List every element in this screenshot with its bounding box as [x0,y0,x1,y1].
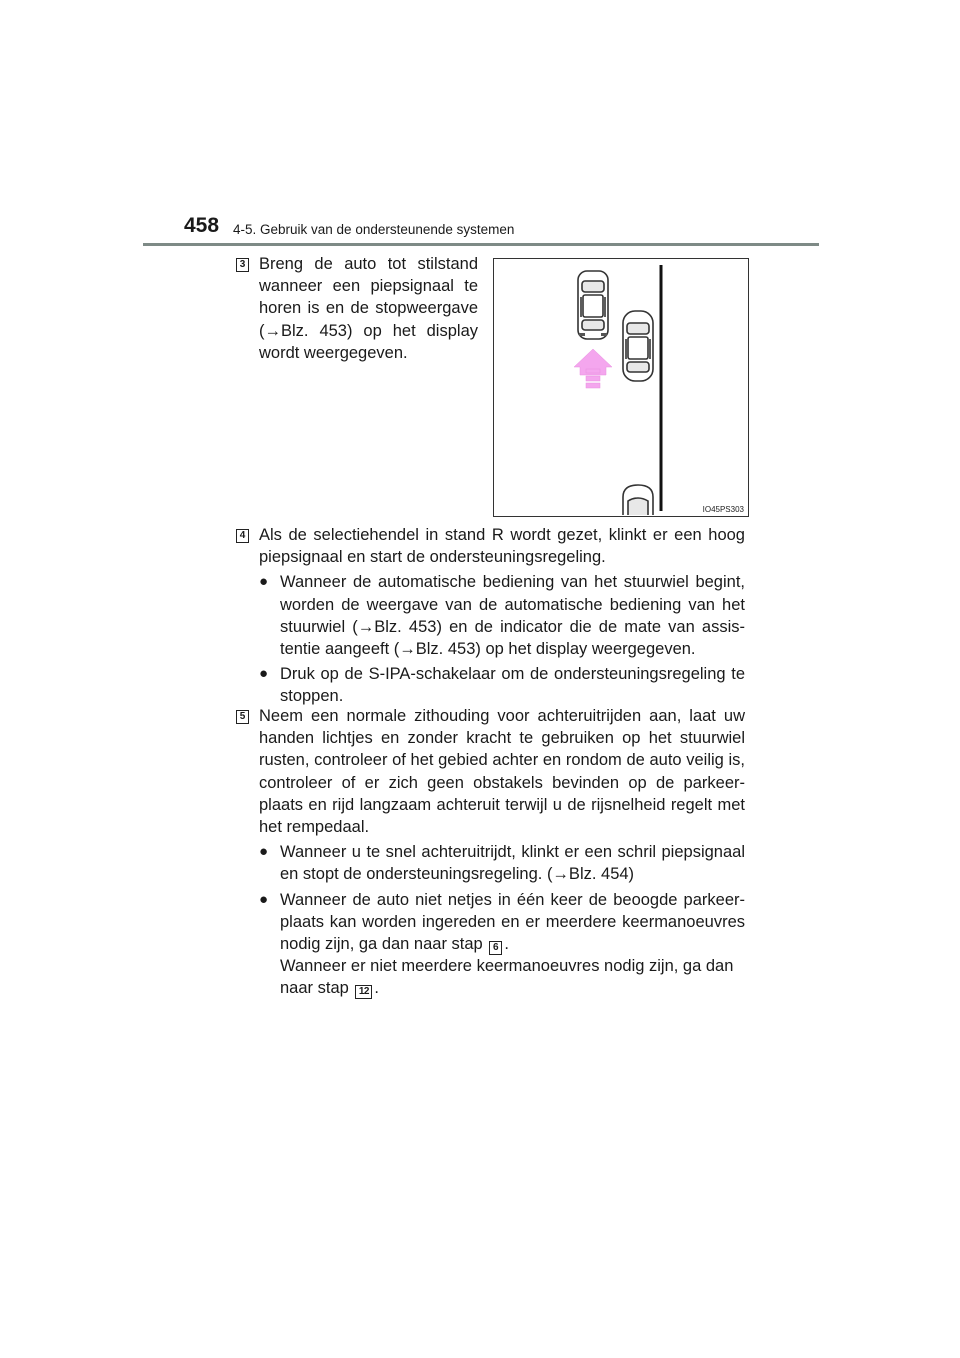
parking-figure [493,258,749,517]
figure-code: IO45PS303 [702,505,744,514]
step-5-bullet-1 [259,841,745,885]
reverse-direction-arrow-icon [574,349,612,388]
step-5-text [259,705,745,1000]
step-5-bullet-2-text-b-body: Wanneer er niet meerdere keermanoeuvres nodig zijn, ga dan naar stap [280,957,734,998]
step-3-text [259,253,478,364]
step-5-bullet-1-text: Wanneer u te snel achteruitrijdt, klinkt er een schril piepsignaal en stopt de ondersteuningsregeling. (→Blz. 454) [280,843,745,884]
step-badge-3: 3 [236,258,249,272]
section-title: 4-5. Gebruik van de ondersteunende systemen [233,222,515,237]
bullet-dot-icon: ● [259,843,269,861]
bullet-dot-icon: ● [259,890,269,908]
step-4-bullet-2-text: Druk op de S-IPA-schakelaar om de ondersteuningsregeling te stoppen. [280,665,745,706]
step-5-bullet-2 [259,889,745,1000]
step-4-bullet-2 [259,663,745,707]
step-5-paragraph: Neem een normale zithouding voor achteruitrijden aan, laat uw handen lichtjes en zonder kracht te gebruiken op het stuurwiel rusten, controleer of het gebied achter en rondom de auto veilig is, controleer of er zich geen obstakels bevinden op de parkeer- plaats en rijd langzaam achteruit terwijl u de rijsnelheid regelt met het rempedaal. [259,707,745,837]
step-5-bullet-2-text-a [280,889,745,956]
bullet-dot-icon: ● [259,573,269,591]
step-badge-4: 4 [236,529,249,543]
step-5-bullet-2-text-b [280,955,745,999]
step-4-paragraph: Als de selectiehendel in stand R wordt gezet, klinkt er een hoog piepsignaal en start de ondersteuningsregeling. [259,526,745,567]
step-ref-12[interactable]: 12 [355,985,372,999]
step-4-text [259,524,745,708]
step-4-bullet-1-text: Wanneer de automatische bediening van het stuurwiel begint, worden de weergave van de automatische bediening van het stuurwiel (→Blz. 453) en de indicator die de mate van assis- tentie aangeeft (→Blz. 453) op het display weergegeven. [280,573,745,659]
page-number: 458 [184,214,220,237]
parked-car-icon [623,311,653,381]
reversing-car-icon [578,271,608,339]
oncoming-car-icon [623,485,653,515]
step-4-bullet-1 [259,571,745,660]
step-3-paragraph: Breng de auto tot stilstand wanneer een piepsignaal te horen is en de stopweergave (→Blz. 453) op het display wordt weergegeven. [259,255,478,362]
step-5-bullet-2-text-a-body: Wanneer de auto niet netjes in één keer de beoogde parkeer- plaats kan worden ingereden en er meerdere keermanoeuvres nodig zijn, ga dan naar stap [280,890,745,954]
bullet-dot-icon: ● [259,665,269,683]
step-5-bullet-2-period-b: . [374,979,379,998]
step-5-bullet-2-period-a: . [504,935,509,954]
step-badge-5: 5 [236,710,249,724]
step-ref-6[interactable]: 6 [489,941,502,955]
parking-diagram [494,259,748,516]
header-rule [143,243,819,246]
